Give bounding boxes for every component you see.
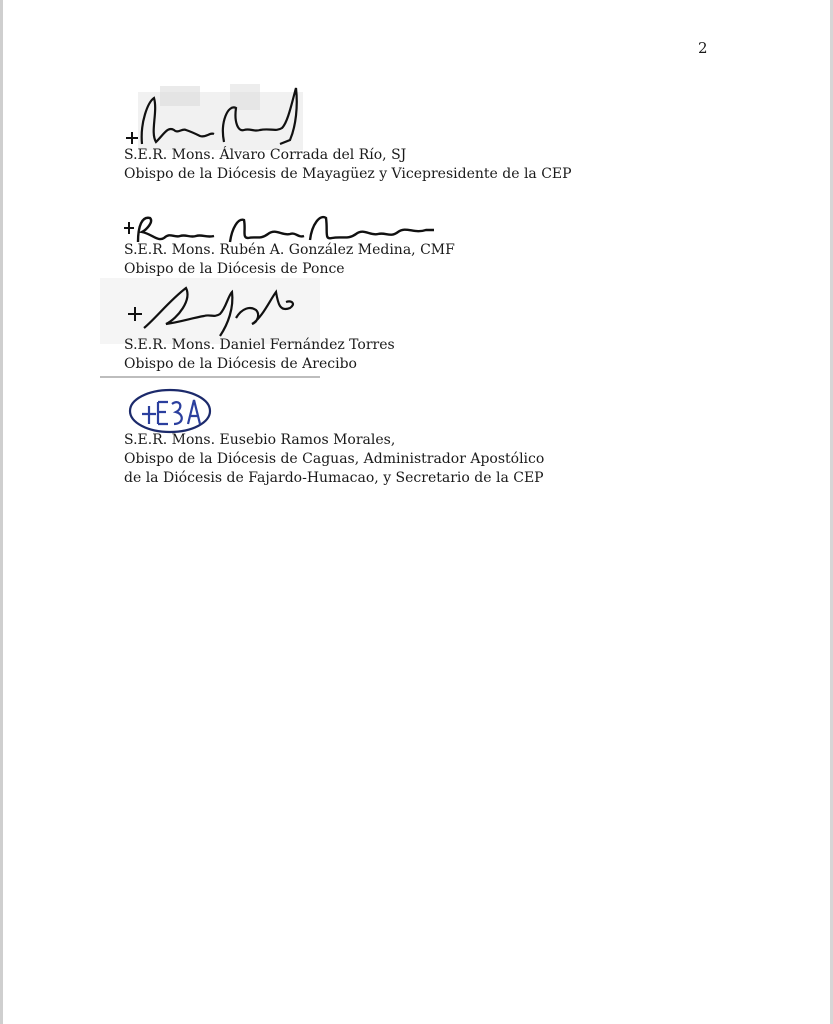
signatory-title: Obispo de la Diócesis de Ponce [124, 261, 345, 277]
signatory-block-ramos [124, 431, 544, 488]
signatory-title: Obispo de la Diócesis de Arecibo [124, 356, 357, 372]
signatory-title: Obispo de la Diócesis de Caguas, Administrador Apostólico [124, 451, 545, 467]
signatory-block-corrada [124, 146, 572, 184]
signature-fernandez [100, 278, 320, 344]
signatory-name: S.E.R. Mons. Rubén A. González Medina, CMF [124, 242, 455, 258]
page-number: 2 [698, 39, 708, 57]
signatory-title: Obispo de la Diócesis de Mayagüez y Vicepresidente de la CEP [124, 166, 572, 182]
signatory-block-fernandez [124, 336, 395, 374]
page-edge-left [0, 0, 3, 1024]
signature-corrada [120, 82, 310, 154]
signatory-title: de la Diócesis de Fajardo-Humacao, y Secretario de la CEP [124, 470, 544, 486]
signatory-name: S.E.R. Mons. Álvaro Corrada del Río, SJ [124, 147, 407, 163]
signatory-name: S.E.R. Mons. Daniel Fernández Torres [124, 337, 395, 353]
signatory-name: S.E.R. Mons. Eusebio Ramos Morales, [124, 432, 396, 448]
scan-artifact-rule [100, 376, 320, 378]
signature-ramos [124, 384, 220, 436]
signatory-block-gonzalez [124, 241, 455, 279]
